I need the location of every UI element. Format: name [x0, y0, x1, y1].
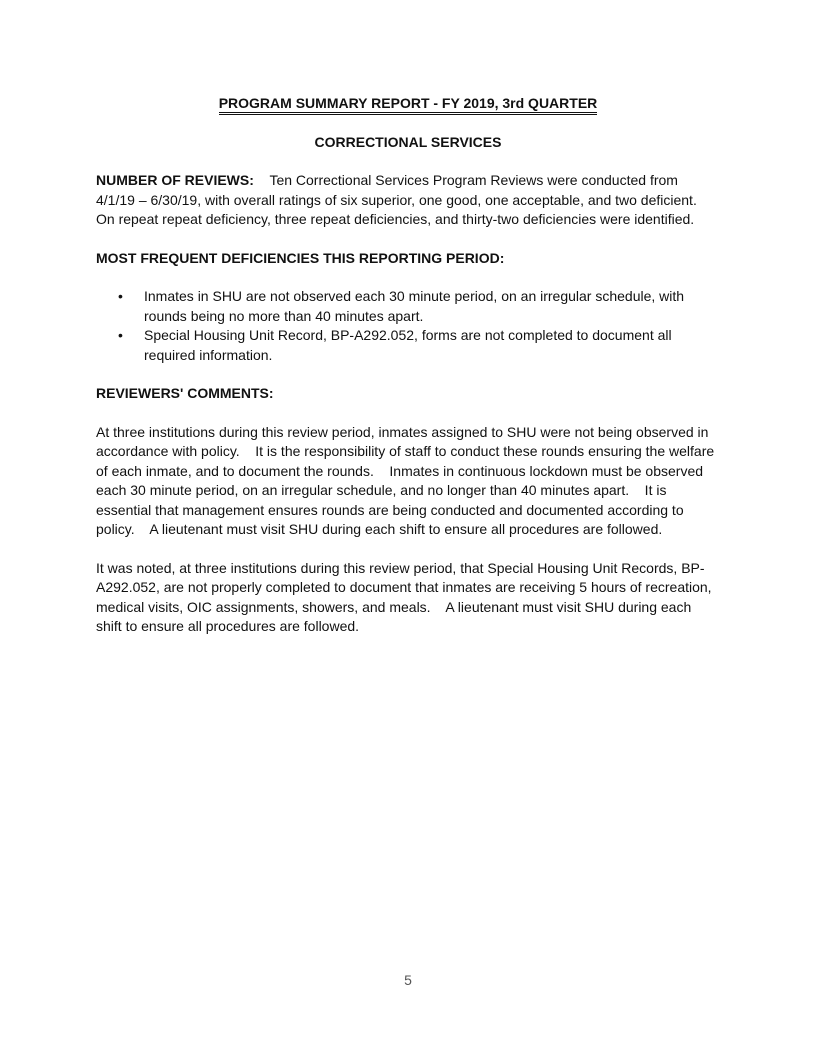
bullet-icon: • [118, 327, 123, 343]
page-number: 5 [404, 972, 412, 988]
list-item [118, 287, 720, 326]
deficiency-text: Inmates in SHU are not observed each 30 minute period, on an irregular schedule, with rounds being no more than 40 minutes apart. [144, 288, 685, 324]
number-of-reviews-label: NUMBER OF REVIEWS: [96, 172, 254, 188]
report-title-text: PROGRAM SUMMARY REPORT - FY 2019, 3rd QUARTER [219, 95, 598, 115]
comments-heading: REVIEWERS' COMMENTS: [96, 385, 274, 401]
report-title [96, 94, 720, 114]
number-of-reviews-paragraph [96, 171, 720, 230]
comment-paragraph: It was noted, at three institutions during this review period, that Special Housing Unit Records, BP-A292.052, are not properly completed to document that inmates are receiving 5 hours of recreation, medical visits, OIC assignments, showers, and meals. A lieutenant must visit SHU during each shift to ensure all procedures are followed. [96, 559, 716, 634]
section-title: CORRECTIONAL SERVICES [314, 133, 502, 150]
deficiencies-list [96, 287, 720, 365]
deficiencies-heading: MOST FREQUENT DEFICIENCIES THIS REPORTING PERIOD: [96, 249, 505, 266]
deficiency-text: Special Housing Unit Record, BP-A292.052, forms are not completed to document all required information. [144, 327, 672, 363]
list-item [118, 326, 720, 365]
document-page [96, 94, 720, 637]
number-of-reviews-text: Ten Correctional Services Program Reviews were conducted from 4/1/19 – 6/30/19, with overall ratings of six superior, one good, one acceptable, and two deficient. On repeat repeat deficiency, three repeat deficiencies, and thirty-two deficiencies were identified. [96, 172, 713, 227]
bullet-icon: • [118, 288, 123, 304]
comment-paragraph: At three institutions during this review period, inmates assigned to SHU were not being observed in accordance with policy. It is the responsibility of staff to conduct these rounds ensuring the welfare of each inmate, and to document the rounds. Inmates in continuous lockdown must be observed each 30 minute period, on an irregular schedule, and no longer than 40 minutes apart. It is essential that management ensures rounds are being conducted and documented according to policy. A lieutenant must visit SHU during each shift to ensure all procedures are followed. [96, 423, 719, 537]
